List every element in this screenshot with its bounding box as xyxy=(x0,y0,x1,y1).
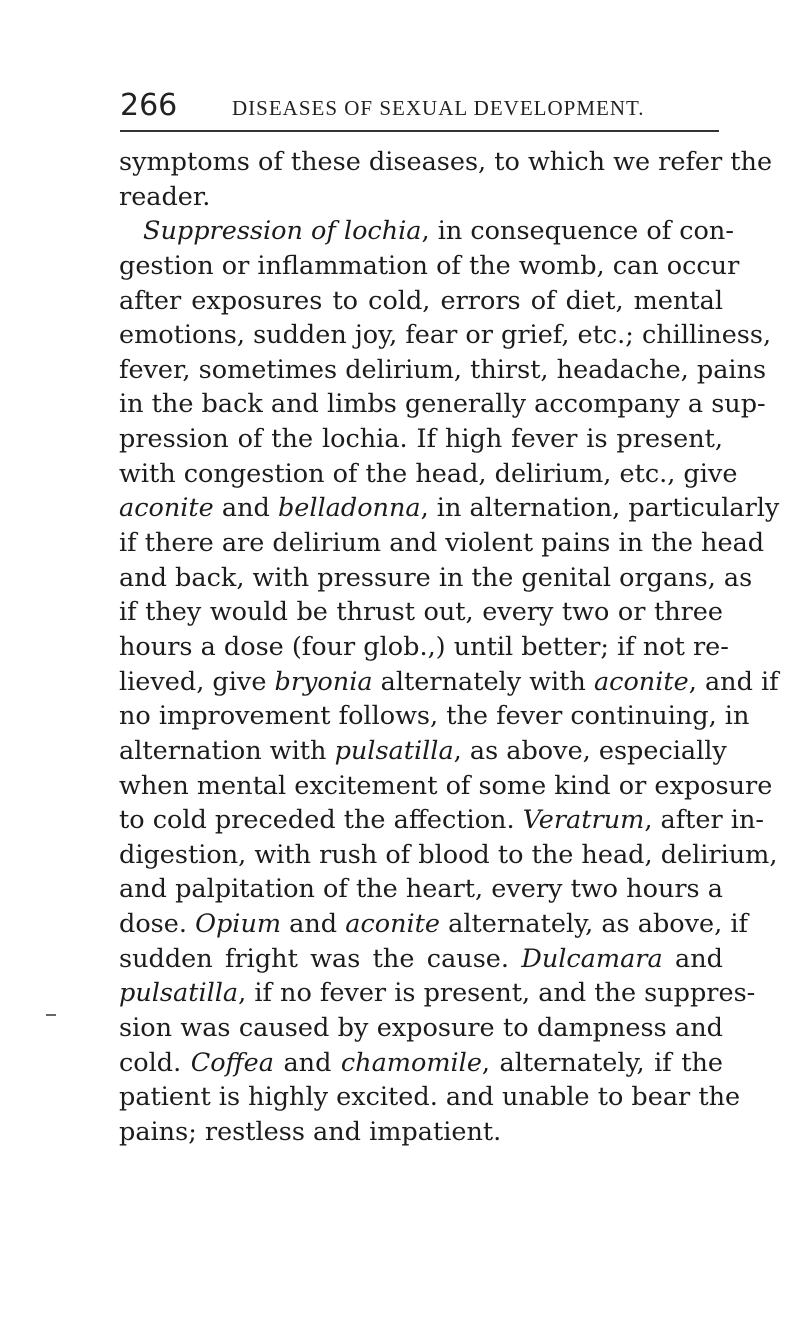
text-line: in the back and limbs generally accompany a sup- xyxy=(119,389,766,420)
text-line: to cold preceded the affection. Veratrum, after in- xyxy=(119,805,764,836)
text-line: sion was caused by exposure to dampness and xyxy=(119,1013,723,1044)
text-line: after exposures to cold, errors of diet, mental xyxy=(119,285,723,316)
italic-term: Opium xyxy=(195,909,282,940)
text-line: digestion, with rush of blood to the head, delirium, xyxy=(119,839,778,870)
margin-mark xyxy=(46,1014,56,1016)
text-line: if they would be thrust out, every two or three xyxy=(119,597,723,628)
italic-term: chamomile xyxy=(340,1047,482,1078)
text-line: reader. xyxy=(119,181,211,212)
italic-term: pulsatilla xyxy=(334,735,454,766)
text-line: if there are delirium and violent pains in the head xyxy=(119,528,765,559)
text-line: cold. Coffea and chamomile, alternately, if the xyxy=(119,1047,723,1078)
text-line: emotions, sudden joy, fear or grief, etc.; chilliness, xyxy=(119,320,772,351)
text-line: lieved, give bryonia alternately with aconite, and if xyxy=(119,666,779,697)
italic-term: Suppression of lochia xyxy=(143,216,422,247)
text-line: sudden fright was the cause. Dulcamara and xyxy=(119,943,723,974)
body-text xyxy=(119,145,780,1150)
text-line: symptoms of these diseases, to which we refer the xyxy=(119,147,773,177)
italic-term: Dulcamara xyxy=(521,943,663,974)
italic-term: belladonna xyxy=(277,493,421,524)
italic-term: Veratrum xyxy=(522,805,645,836)
text-line: and palpitation of the heart, every two hours a xyxy=(119,874,723,905)
running-head-title: DISEASES OF SEXUAL DEVELOPMENT. xyxy=(232,96,645,120)
running-head xyxy=(120,88,720,128)
text-line: when mental excitement of some kind or exposure xyxy=(119,770,773,801)
page-number: 266 xyxy=(120,88,178,123)
text-line: alternation with pulsatilla, as above, especially xyxy=(119,735,727,766)
italic-term: pulsatilla xyxy=(119,978,239,1009)
text-line: pains; restless and impatient. xyxy=(119,1116,502,1147)
text-line: aconite and belladonna, in alternation, particularly xyxy=(119,493,780,524)
italic-term: aconite xyxy=(119,493,214,524)
text-line: with congestion of the head, delirium, etc., give xyxy=(119,458,738,489)
italic-term: aconite xyxy=(593,666,689,697)
italic-term: bryonia xyxy=(274,666,373,697)
italic-term: aconite xyxy=(345,909,441,940)
text-line: fever, sometimes delirium, thirst, headache, pains xyxy=(119,354,767,385)
text-line: no improvement follows, the fever continuing, in xyxy=(119,701,750,732)
text-line: hours a dose (four glob.,) until better; if not re- xyxy=(119,631,729,662)
text-line: and back, with pressure in the genital organs, as xyxy=(119,562,753,593)
text-line: gestion or inflammation of the womb, can occur xyxy=(119,250,740,281)
text-line: patient is highly excited. and unable to bear the xyxy=(119,1082,741,1113)
text-line: dose. Opium and aconite alternately, as above, if xyxy=(119,909,748,940)
text-line: Suppression of lochia, in consequence of con- xyxy=(143,216,734,247)
text-line: pulsatilla, if no fever is present, and the suppres- xyxy=(119,978,756,1009)
text-line: pression of the lochia. If high fever is present, xyxy=(119,424,723,455)
italic-term: Coffea xyxy=(190,1047,274,1078)
header-rule xyxy=(120,130,719,132)
